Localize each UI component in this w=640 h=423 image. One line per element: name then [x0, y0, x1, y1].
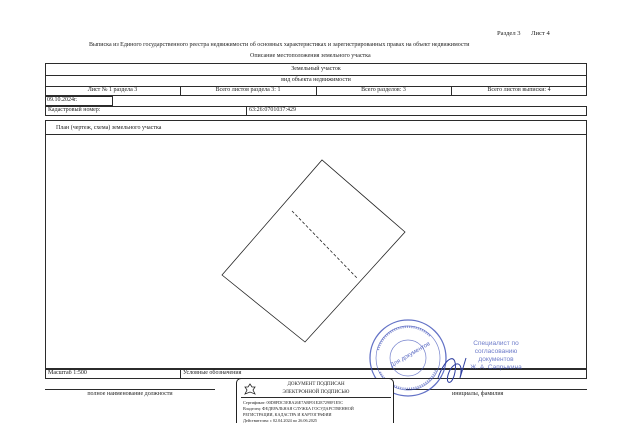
- total-sheets-extract: Всего листов выписки: 4: [487, 87, 551, 93]
- date: 09.10.2024г.: [47, 97, 78, 103]
- seal-center-text: Для документов: [389, 341, 432, 369]
- scale-label: Масштаб 1:500: [48, 370, 87, 376]
- approval-line-2: согласованию: [474, 348, 518, 355]
- object-caption: вид объекта недвижимости: [281, 77, 351, 83]
- parcel-internal-boundary: [292, 211, 357, 278]
- approval-line-4: Ж. А. Сапрыкина: [470, 364, 522, 371]
- name-caption: инициалы, фамилия: [452, 391, 504, 397]
- section-label: Раздел 3: [497, 30, 521, 37]
- cadastral-number: 63:26:0701037:429: [249, 107, 297, 113]
- e-signature-title: ДОКУМЕНТ ПОДПИСАН: [287, 382, 345, 387]
- e-signature-stamp: [236, 378, 394, 423]
- position-caption: полное наименование должности: [87, 391, 173, 397]
- object-type: Земельный участок: [291, 66, 341, 72]
- e-signature-owner: Владелец: ФЕДЕРАЛЬНАЯ СЛУЖБА ГОСУДАРСТВЕННОЙ: [243, 406, 354, 411]
- plan-title: План (чертеж, схема) земельного участка: [56, 125, 162, 131]
- e-signature-divider: [241, 397, 391, 398]
- document-subtitle: Описание местоположения земельного участка: [250, 53, 371, 59]
- document-title: Выписка из Единого государственного реестра недвижимости об основных характеристиках и зарегистрированных правах на объект недвижимости: [89, 42, 470, 48]
- approval-stamp: [460, 340, 532, 372]
- sheet-label: Лист 4: [531, 30, 550, 37]
- e-signature-subtitle: ЭЛЕКТРОННОЙ ПОДПИСЬЮ: [282, 390, 350, 395]
- e-signature-owner-2: РЕГИСТРАЦИИ, КАДАСТРА И КАРТОГРАФИИ: [243, 412, 332, 417]
- land-parcel-outline: [222, 160, 405, 342]
- sheet-of-section: Лист № 1 раздела 3: [87, 87, 138, 93]
- approval-line-3: документов: [478, 356, 514, 363]
- cadastral-label: Кадастровый номер:: [48, 107, 101, 113]
- legend-label: Условные обозначения: [183, 370, 242, 376]
- approval-line-1: Специалист по: [473, 340, 519, 347]
- e-signature-certificate: Сертификат: 00D8FDC5EBA26E7ABF01E2E7298F1E5C: [243, 400, 344, 405]
- total-sections: Всего разделов: 3: [361, 87, 406, 93]
- e-signature-validity: Действителен: с 02.04.2024 по 26.06.2025: [243, 418, 318, 423]
- total-sheets-section: Всего листов раздела 3: 1: [215, 87, 281, 93]
